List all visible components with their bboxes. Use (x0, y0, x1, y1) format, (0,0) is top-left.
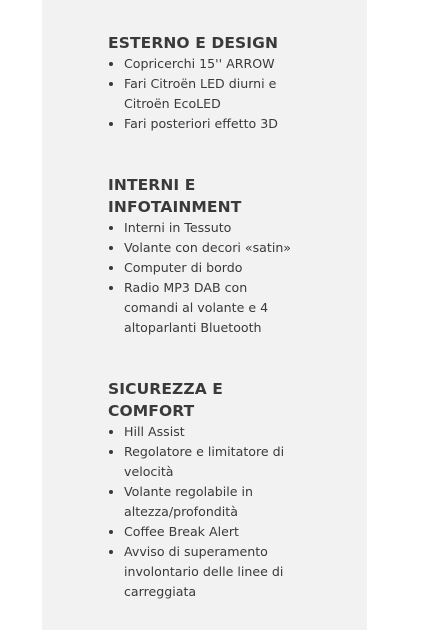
list-item: Fari Citroën LED diurni e Citroën EcoLED (108, 74, 304, 114)
section-title: ESTERNO E DESIGN (108, 34, 279, 52)
list-item: Radio MP3 DAB con comandi al volante e 4 altoparlanti Bluetooth (108, 278, 294, 338)
feature-list (108, 218, 318, 338)
list-item: Computer di bordo (108, 258, 318, 278)
list-item: Coffee Break Alert (108, 522, 318, 542)
list-item: Volante con decori «satin» (108, 238, 318, 258)
section-title: INTERNI E INFOTAINMENT (108, 176, 242, 216)
section-title: SICUREZZA E COMFORT (108, 380, 223, 420)
section-interior-infotainment (108, 174, 318, 338)
feature-list (108, 422, 318, 602)
list-item: Hill Assist (108, 422, 318, 442)
list-item: Regolatore e limitatore di velocità (108, 442, 306, 482)
list-item: Copricerchi 15'' ARROW (108, 54, 318, 74)
feature-list (108, 54, 318, 134)
list-item: Fari posteriori effetto 3D (108, 114, 318, 134)
section-safety-comfort (108, 378, 318, 602)
list-item: Volante regolabile in altezza/profondità (108, 482, 274, 522)
list-item: Avviso di superamento involontario delle linee di carreggiata (108, 542, 309, 602)
section-exterior-design (108, 32, 318, 134)
list-item: Interni in Tessuto (108, 218, 318, 238)
